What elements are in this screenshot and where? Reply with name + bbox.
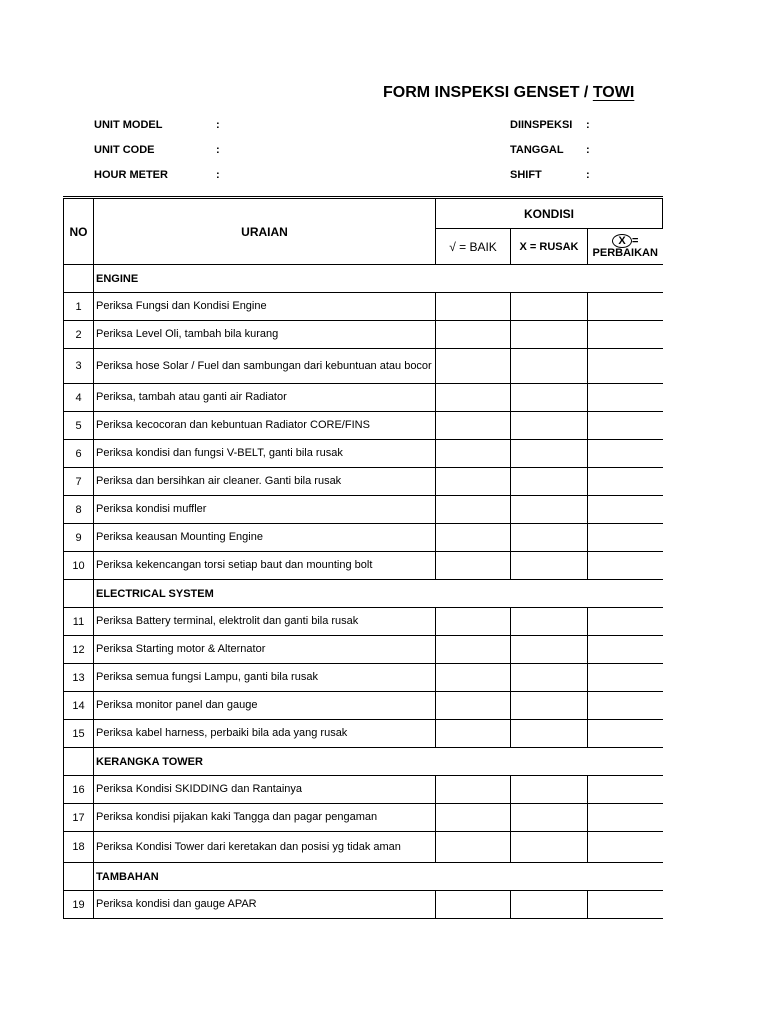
inspection-table: [63, 196, 663, 919]
item-description: Periksa kondisi muffler: [94, 496, 436, 524]
table-row: [64, 552, 663, 580]
table-row: [64, 720, 663, 748]
rusak-checkbox-cell[interactable]: [511, 293, 588, 321]
item-number: 18: [64, 832, 94, 863]
rusak-checkbox-cell[interactable]: [511, 468, 588, 496]
unit-model-label: UNIT MODEL: [94, 119, 163, 131]
baik-checkbox-cell[interactable]: [436, 664, 511, 692]
item-number: 6: [64, 440, 94, 468]
perbaikan-checkbox-cell[interactable]: [588, 440, 663, 468]
baik-checkbox-cell[interactable]: [436, 692, 511, 720]
rusak-checkbox-cell[interactable]: [511, 384, 588, 412]
item-description: Periksa kondisi dan fungsi V-BELT, ganti bila rusak: [94, 440, 436, 468]
baik-checkbox-cell[interactable]: [436, 524, 511, 552]
baik-checkbox-cell[interactable]: [436, 891, 511, 919]
section-no-cell: [64, 580, 94, 608]
table-row: [64, 496, 663, 524]
section-row: [64, 580, 663, 608]
perbaikan-checkbox-cell[interactable]: [588, 552, 663, 580]
unit-code-colon: :: [216, 144, 220, 156]
shift-label: SHIFT: [510, 169, 542, 181]
section-title: KERANGKA TOWER: [94, 748, 663, 776]
unit-model-colon: :: [216, 119, 220, 131]
item-number: 12: [64, 636, 94, 664]
item-number: 19: [64, 891, 94, 919]
baik-checkbox-cell[interactable]: [436, 804, 511, 832]
diinspeksi-label: DIINSPEKSI: [510, 119, 573, 131]
item-number: 2: [64, 321, 94, 349]
perbaikan-checkbox-cell[interactable]: [588, 636, 663, 664]
baik-checkbox-cell[interactable]: [436, 552, 511, 580]
form-title-main: FORM INSPEKSI GENSET /: [383, 84, 593, 101]
rusak-checkbox-cell[interactable]: [511, 720, 588, 748]
table-row: [64, 349, 663, 384]
section-no-cell: [64, 265, 94, 293]
circled-x-icon: X: [612, 234, 632, 248]
item-description: Periksa semua fungsi Lampu, ganti bila rusak: [94, 664, 436, 692]
item-number: 15: [64, 720, 94, 748]
rusak-checkbox-cell[interactable]: [511, 636, 588, 664]
perbaikan-checkbox-cell[interactable]: [588, 776, 663, 804]
perbaikan-checkbox-cell[interactable]: [588, 664, 663, 692]
baik-checkbox-cell[interactable]: [436, 608, 511, 636]
perbaikan-checkbox-cell[interactable]: [588, 293, 663, 321]
table-row: [64, 412, 663, 440]
item-number: 16: [64, 776, 94, 804]
item-description: Periksa kecocoran dan kebuntuan Radiator CORE/FINS: [94, 412, 436, 440]
perbaikan-checkbox-cell[interactable]: [588, 349, 663, 384]
table-row: [64, 524, 663, 552]
form-title: [383, 82, 662, 104]
item-number: 13: [64, 664, 94, 692]
baik-checkbox-cell[interactable]: [436, 832, 511, 863]
perbaikan-legend: [593, 234, 658, 259]
item-description: Periksa monitor panel dan gauge: [94, 692, 436, 720]
table-row: [64, 832, 663, 863]
shift-colon: :: [586, 169, 590, 181]
section-title: TAMBAHAN: [94, 863, 663, 891]
item-description: Periksa, tambah atau ganti air Radiator: [94, 384, 436, 412]
item-number: 3: [64, 349, 94, 384]
section-no-cell: [64, 748, 94, 776]
perbaikan-checkbox-cell[interactable]: [588, 692, 663, 720]
table-row: [64, 293, 663, 321]
item-number: 7: [64, 468, 94, 496]
rusak-checkbox-cell[interactable]: [511, 496, 588, 524]
item-description: Periksa Fungsi dan Kondisi Engine: [94, 293, 436, 321]
perbaikan-checkbox-cell[interactable]: [588, 384, 663, 412]
perbaikan-checkbox-cell[interactable]: [588, 804, 663, 832]
perbaikan-equals: =: [632, 234, 639, 247]
item-description: Periksa Level Oli, tambah bila kurang: [94, 321, 436, 349]
baik-checkbox-cell[interactable]: [436, 776, 511, 804]
unit-code-label: UNIT CODE: [94, 144, 155, 156]
table-row: [64, 636, 663, 664]
tanggal-colon: :: [586, 144, 590, 156]
section-row: [64, 863, 663, 891]
item-description: Periksa kabel harness, perbaiki bila ada yang rusak: [94, 720, 436, 748]
rusak-checkbox-cell[interactable]: [511, 349, 588, 384]
rusak-checkbox-cell[interactable]: [511, 664, 588, 692]
hour-meter-colon: :: [216, 169, 220, 181]
header-baik: √ = BAIK: [436, 229, 511, 265]
rusak-checkbox-cell[interactable]: [511, 552, 588, 580]
baik-checkbox-cell[interactable]: [436, 412, 511, 440]
table-row: [64, 440, 663, 468]
header-no: NO: [64, 198, 94, 265]
header-kondisi: KONDISI: [436, 198, 663, 229]
item-description: Periksa Kondisi SKIDDING dan Rantainya: [94, 776, 436, 804]
rusak-checkbox-cell[interactable]: [511, 524, 588, 552]
rusak-checkbox-cell[interactable]: [511, 832, 588, 863]
baik-checkbox-cell[interactable]: [436, 321, 511, 349]
item-description: Periksa Starting motor & Alternator: [94, 636, 436, 664]
baik-checkbox-cell[interactable]: [436, 720, 511, 748]
section-no-cell: [64, 863, 94, 891]
item-description: Periksa Battery terminal, elektrolit dan ganti bila rusak: [94, 608, 436, 636]
rusak-checkbox-cell[interactable]: [511, 692, 588, 720]
item-number: 5: [64, 412, 94, 440]
header-uraian: URAIAN: [94, 198, 436, 265]
rusak-checkbox-cell[interactable]: [511, 321, 588, 349]
table-row: [64, 384, 663, 412]
baik-checkbox-cell[interactable]: [436, 468, 511, 496]
perbaikan-checkbox-cell[interactable]: [588, 608, 663, 636]
item-number: 9: [64, 524, 94, 552]
table-header-row: [64, 198, 663, 229]
perbaikan-checkbox-cell[interactable]: [588, 832, 663, 863]
baik-checkbox-cell[interactable]: [436, 440, 511, 468]
baik-checkbox-cell[interactable]: [436, 496, 511, 524]
table-row: [64, 891, 663, 919]
item-number: 8: [64, 496, 94, 524]
form-title-cut: TOWI: [592, 84, 635, 101]
perbaikan-checkbox-cell[interactable]: [588, 720, 663, 748]
rusak-checkbox-cell[interactable]: [511, 440, 588, 468]
item-description: Periksa keausan Mounting Engine: [94, 524, 436, 552]
rusak-checkbox-cell[interactable]: [511, 804, 588, 832]
table-row: [64, 608, 663, 636]
perbaikan-checkbox-cell[interactable]: [588, 496, 663, 524]
perbaikan-checkbox-cell[interactable]: [588, 468, 663, 496]
rusak-checkbox-cell[interactable]: [511, 608, 588, 636]
header-perbaikan: [588, 229, 663, 265]
rusak-checkbox-cell[interactable]: [511, 891, 588, 919]
baik-checkbox-cell[interactable]: [436, 636, 511, 664]
item-description: Periksa hose Solar / Fuel dan sambungan dari kebuntuan atau bocor: [94, 349, 436, 384]
section-row: [64, 265, 663, 293]
item-description: Periksa kekencangan torsi setiap baut dan mounting bolt: [94, 552, 436, 580]
item-number: 4: [64, 384, 94, 412]
item-number: 10: [64, 552, 94, 580]
perbaikan-checkbox-cell[interactable]: [588, 412, 663, 440]
table-row: [64, 321, 663, 349]
perbaikan-checkbox-cell[interactable]: [588, 524, 663, 552]
baik-checkbox-cell[interactable]: [436, 293, 511, 321]
perbaikan-checkbox-cell[interactable]: [588, 321, 663, 349]
table-row: [64, 776, 663, 804]
hour-meter-label: HOUR METER: [94, 169, 168, 181]
perbaikan-checkbox-cell[interactable]: [588, 891, 663, 919]
item-description: Periksa kondisi pijakan kaki Tangga dan pagar pengaman: [94, 804, 436, 832]
item-description: Periksa Kondisi Tower dari keretakan dan posisi yg tidak aman: [94, 832, 436, 863]
table-row: [64, 692, 663, 720]
table-row: [64, 804, 663, 832]
rusak-checkbox-cell[interactable]: [511, 412, 588, 440]
header-rusak: X = RUSAK: [511, 229, 588, 265]
item-number: 17: [64, 804, 94, 832]
section-row: [64, 748, 663, 776]
diinspeksi-colon: :: [586, 119, 590, 131]
section-title: ENGINE: [94, 265, 663, 293]
item-number: 14: [64, 692, 94, 720]
baik-checkbox-cell[interactable]: [436, 384, 511, 412]
item-description: Periksa kondisi dan gauge APAR: [94, 891, 436, 919]
section-title: ELECTRICAL SYSTEM: [94, 580, 663, 608]
perbaikan-label: PERBAIKAN: [592, 247, 658, 259]
table-row: [64, 468, 663, 496]
item-description: Periksa dan bersihkan air cleaner. Ganti bila rusak: [94, 468, 436, 496]
rusak-checkbox-cell[interactable]: [511, 776, 588, 804]
tanggal-label: TANGGAL: [510, 144, 564, 156]
baik-checkbox-cell[interactable]: [436, 349, 511, 384]
item-number: 1: [64, 293, 94, 321]
table-row: [64, 664, 663, 692]
item-number: 11: [64, 608, 94, 636]
